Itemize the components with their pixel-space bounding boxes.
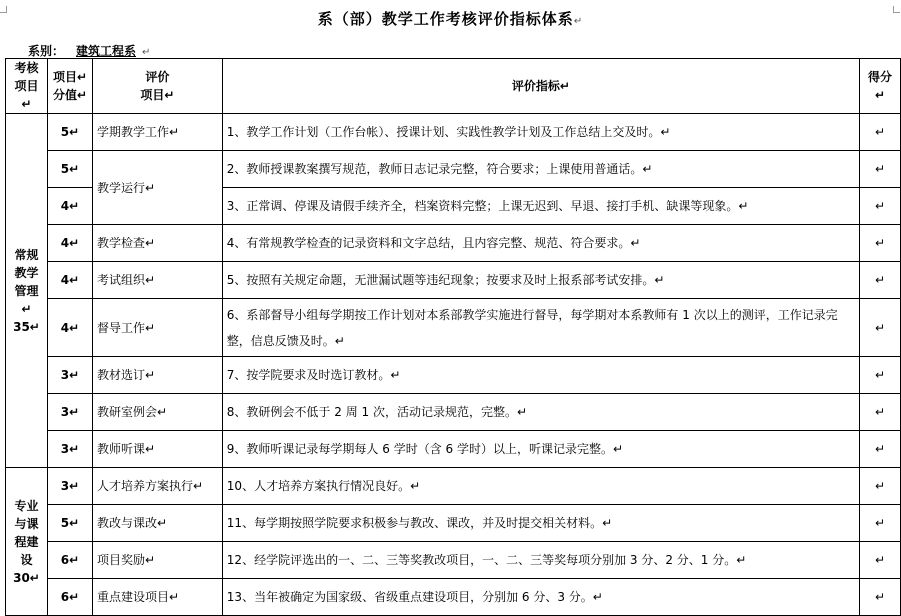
- department-value: 建筑工程系: [76, 44, 137, 58]
- result-cell[interactable]: ↵: [860, 468, 901, 505]
- table-row: [6, 357, 901, 394]
- table-row: [6, 542, 901, 579]
- table-row: [6, 579, 901, 616]
- result-cell[interactable]: ↵: [860, 505, 901, 542]
- indicator-cell: 2、教师授课教案撰写规范，教师日志记录完整，符合要求；上课使用普通话。↵: [222, 151, 859, 188]
- item-cell: 人才培养方案执行↵: [92, 468, 222, 505]
- header-category: 考核 项目↵: [6, 59, 48, 114]
- result-cell[interactable]: ↵: [860, 299, 901, 357]
- indicator-cell: 8、教研例会不低于 2 周 1 次，活动记录规范，完整。↵: [222, 394, 859, 431]
- result-cell[interactable]: ↵: [860, 579, 901, 616]
- result-cell[interactable]: ↵: [860, 542, 901, 579]
- category-cell: 常规 教学 管理↵ 35↵: [6, 114, 48, 468]
- table-row: [6, 262, 901, 299]
- header-item: 评价 项目↵: [92, 59, 222, 114]
- indicator-cell: 9、教师听课记录每学期每人 6 学时（含 6 学时）以上，听课记录完整。↵: [222, 431, 859, 468]
- item-cell: 考试组织↵: [92, 262, 222, 299]
- indicator-cell: 13、当年被确定为国家级、省级重点建设项目，分别加 6 分、3 分。↵: [222, 579, 859, 616]
- table-row: [6, 468, 901, 505]
- category-cell: 专业 与课 程建 设 30↵: [6, 468, 48, 616]
- table-row: [6, 431, 901, 468]
- title-para-mark: ↵: [573, 16, 584, 27]
- item-cell: 教材选订↵: [92, 357, 222, 394]
- table-row: [6, 225, 901, 262]
- table-row: [6, 114, 901, 151]
- result-cell[interactable]: ↵: [860, 225, 901, 262]
- score-cell: 4↵: [47, 299, 92, 357]
- page-title: [0, 8, 901, 29]
- indicator-cell: 4、有常规教学检查的记录资料和文字总结，且内容完整、规范、符合要求。↵: [222, 225, 859, 262]
- score-cell: 3↵: [47, 357, 92, 394]
- item-cell: 重点建设项目↵: [92, 579, 222, 616]
- item-cell: 项目奖励↵: [92, 542, 222, 579]
- indicator-cell: 10、人才培养方案执行情况良好。↵: [222, 468, 859, 505]
- header-score: 项目↵ 分值↵: [47, 59, 92, 114]
- item-cell: 教学检查↵: [92, 225, 222, 262]
- item-cell: 教师听课↵: [92, 431, 222, 468]
- indicator-cell: 7、按学院要求及时选订教材。↵: [222, 357, 859, 394]
- result-cell[interactable]: ↵: [860, 114, 901, 151]
- item-cell: 教改与课改↵: [92, 505, 222, 542]
- score-cell: 6↵: [47, 579, 92, 616]
- score-cell: 4↵: [47, 262, 92, 299]
- evaluation-table: [5, 58, 901, 616]
- score-cell: 3↵: [47, 394, 92, 431]
- result-cell[interactable]: ↵: [860, 394, 901, 431]
- header-row: [6, 59, 901, 114]
- result-cell[interactable]: ↵: [860, 357, 901, 394]
- table-row: [6, 299, 901, 357]
- table-row: [6, 394, 901, 431]
- score-cell: 6↵: [47, 542, 92, 579]
- item-cell: 督导工作↵: [92, 299, 222, 357]
- department-label: 系别：: [28, 44, 65, 58]
- item-cell: 学期教学工作↵: [92, 114, 222, 151]
- score-cell: 4↵: [47, 225, 92, 262]
- result-cell[interactable]: ↵: [860, 151, 901, 188]
- score-cell: 3↵: [47, 431, 92, 468]
- header-indicator: 评价指标↵: [222, 59, 859, 114]
- department-line: [28, 42, 150, 59]
- score-cell: 4↵: [47, 188, 92, 225]
- indicator-cell: 5、按照有关规定命题，无泄漏试题等违纪现象；按要求及时上报系部考试安排。↵: [222, 262, 859, 299]
- item-cell: 教研室例会↵: [92, 394, 222, 431]
- score-cell: 3↵: [47, 468, 92, 505]
- score-cell: 5↵: [47, 505, 92, 542]
- indicator-cell: 11、每学期按照学院要求积极参与教改、课改，并及时提交相关材料。↵: [222, 505, 859, 542]
- result-cell[interactable]: ↵: [860, 431, 901, 468]
- table-row: [6, 505, 901, 542]
- title-text: 系（部）教学工作考核评价指标体系: [317, 10, 574, 28]
- result-cell[interactable]: ↵: [860, 188, 901, 225]
- indicator-cell: 6、系部督导小组每学期按工作计划对本系部教学实施进行督导，每学期对本系教师有 1 次以上的测评，工作记录完整，信息反馈及时。↵: [222, 299, 859, 357]
- result-cell[interactable]: ↵: [860, 262, 901, 299]
- score-cell: 5↵: [47, 114, 92, 151]
- indicator-cell: 12、经学院评选出的一、二、三等奖教改项目，一、二、三等奖每项分别加 3 分、2 分、1 分。↵: [222, 542, 859, 579]
- indicator-cell: 3、正常调、停课及请假手续齐全，档案资料完整；上课无迟到、早退、接打手机、缺课等现象。↵: [222, 188, 859, 225]
- indicator-cell: 1、教学工作计划（工作台帐）、授课计划、实践性教学计划及工作总结上交及时。↵: [222, 114, 859, 151]
- item-cell: 教学运行↵: [92, 151, 222, 225]
- score-cell: 5↵: [47, 151, 92, 188]
- header-result: 得分↵: [860, 59, 901, 114]
- department-para-mark: ↵: [142, 47, 151, 58]
- table-row: [6, 151, 901, 188]
